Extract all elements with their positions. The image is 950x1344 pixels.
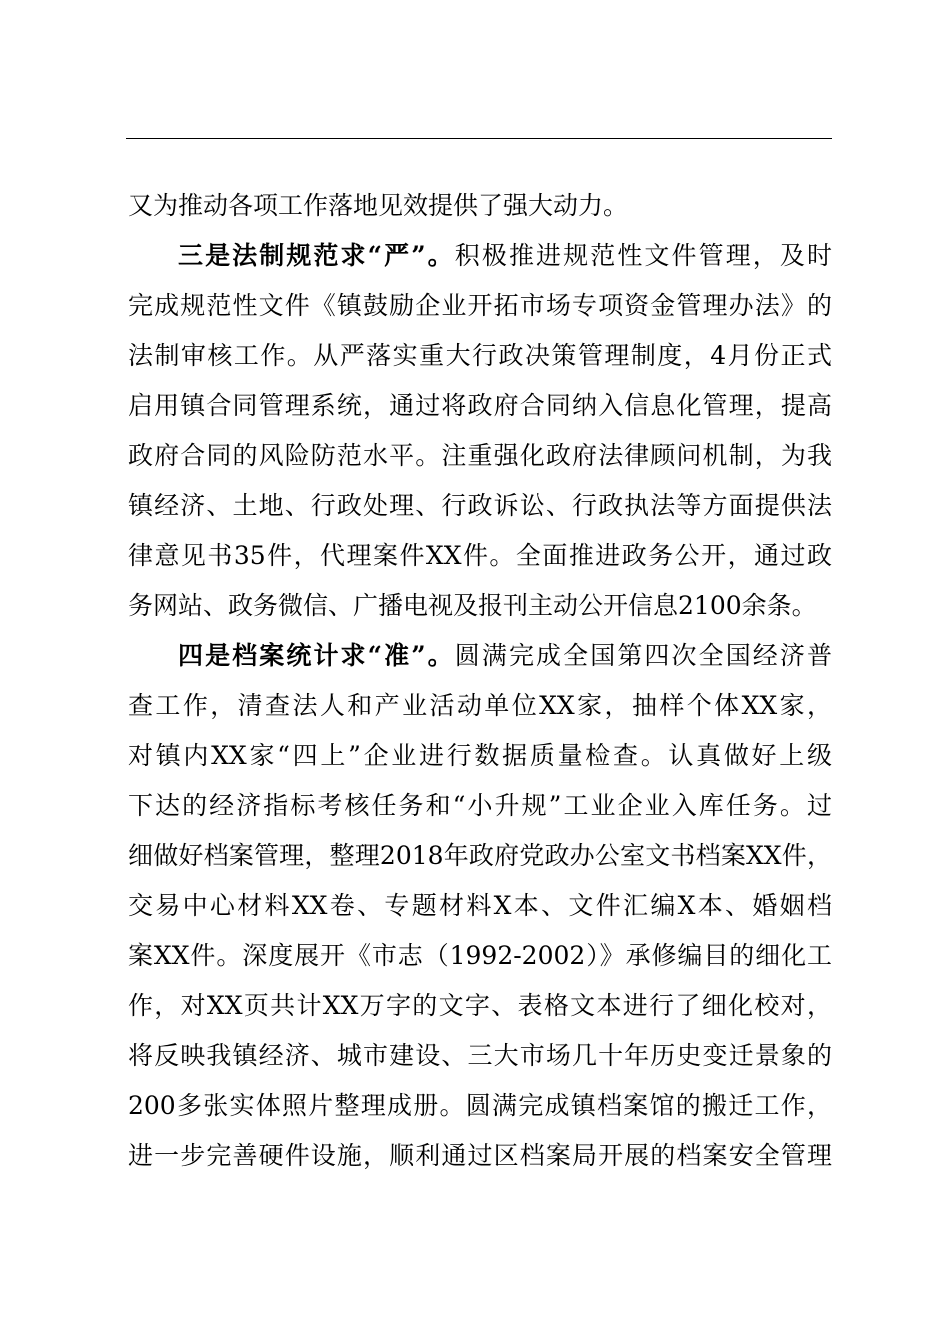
- line-text: 案XX件。深度展开《市志（1992-2002）》承修编目的细化工: [128, 941, 832, 970]
- section-heading: 四是档案统计求“准”。: [178, 641, 455, 670]
- line-text: 又为推动各项工作落地见效提供了强大动力。: [128, 191, 629, 220]
- section-heading-line: [178, 236, 832, 276]
- line-text: 查工作，清查法人和产业活动单位XX家，抽样个体XX家，: [128, 691, 832, 720]
- paragraph-line: [128, 1086, 832, 1126]
- paragraph-line: [128, 1036, 832, 1076]
- line-text: 细做好档案管理，整理2018年政府党政办公室文书档案XX件，: [128, 841, 832, 870]
- paragraph-line: [128, 336, 832, 376]
- paragraph-line: [128, 786, 832, 826]
- paragraph-line: [128, 286, 832, 326]
- paragraph-line: [128, 686, 832, 726]
- paragraph-line: [128, 886, 832, 926]
- line-text: 进一步完善硬件设施，顺利通过区档案局开展的档案安全管理: [128, 1141, 832, 1170]
- paragraph-line: [128, 536, 832, 576]
- paragraph-line: [128, 436, 832, 476]
- line-text: 200多张实体照片整理成册。圆满完成镇档案馆的搬迁工作，: [128, 1091, 832, 1120]
- line-text: 将反映我镇经济、城市建设、三大市场几十年历史变迁景象的: [128, 1041, 832, 1070]
- paragraph-line: [128, 386, 832, 426]
- section-heading-line: [178, 636, 832, 676]
- line-text: 律意见书35件，代理案件XX件。全面推进政务公开，通过政: [128, 541, 832, 570]
- header-rule: [126, 138, 832, 139]
- line-text: 镇经济、土地、行政处理、行政诉讼、行政执法等方面提供法: [128, 491, 832, 520]
- line-text: 圆满完成全国第四次全国经济普: [454, 641, 832, 670]
- line-text: 启用镇合同管理系统，通过将政府合同纳入信息化管理，提高: [128, 391, 832, 420]
- line-text: 交易中心材料XX卷、专题材料X本、文件汇编X本、婚姻档: [128, 891, 832, 920]
- paragraph-line: [128, 936, 832, 976]
- line-text: 作，对XX页共计XX万字的文字、表格文本进行了细化校对，: [128, 991, 832, 1020]
- paragraph-line: [128, 186, 832, 226]
- paragraph-line: [128, 586, 832, 626]
- line-text: 积极推进规范性文件管理，及时: [454, 241, 832, 270]
- paragraph-line: [128, 1136, 832, 1176]
- paragraph-line: [128, 486, 832, 526]
- line-text: 对镇内XX家“四上”企业进行数据质量检查。认真做好上级: [128, 741, 832, 770]
- paragraph-line: [128, 836, 832, 876]
- line-text: 下达的经济指标考核任务和“小升规”工业企业入库任务。过: [128, 791, 832, 820]
- paragraph-line: [128, 986, 832, 1026]
- section-heading: 三是法制规范求“严”。: [178, 241, 455, 270]
- line-text: 政府合同的风险防范水平。注重强化政府法律顾问机制，为我: [128, 441, 832, 470]
- line-text: 法制审核工作。从严落实重大行政决策管理制度，4月份正式: [128, 341, 832, 370]
- line-text: 务网站、政务微信、广播电视及报刊主动公开信息2100余条。: [128, 591, 817, 620]
- line-text: 完成规范性文件《镇鼓励企业开拓市场专项资金管理办法》的: [128, 291, 832, 320]
- paragraph-line: [128, 736, 832, 776]
